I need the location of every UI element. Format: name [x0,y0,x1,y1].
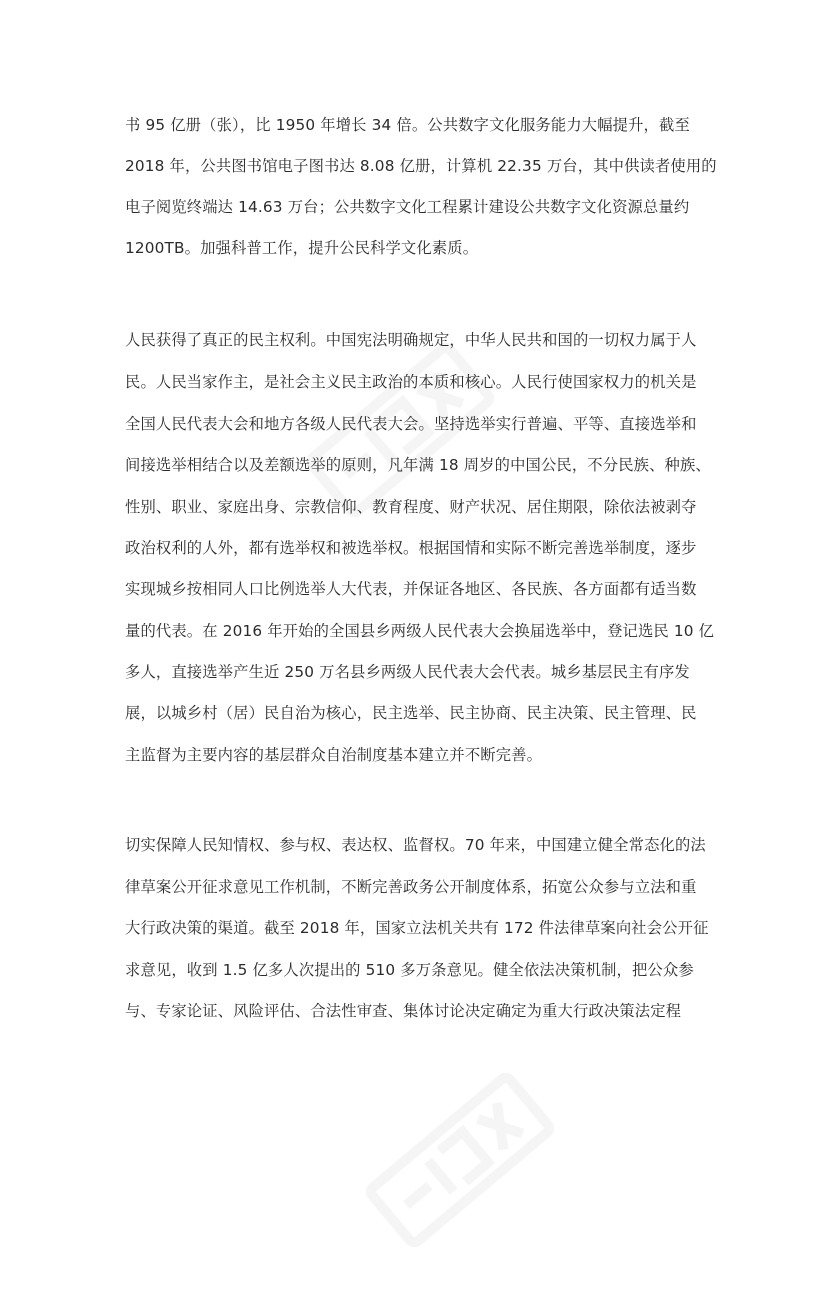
text-line: 2018 年，公共图书馆电子图书达 8.08 亿册，计算机 22.35 万台，其中供读者使用的 [125,157,717,175]
text-line: 全国人民代表大会和地方各级人民代表大会。坚持选举实行普遍、平等、直接选举和 [125,415,697,433]
text-line: 电子阅览终端达 14.63 万台；公共数字文化工程累计建设公共数字文化资源总量约 [125,198,690,216]
text-line: 切实保障人民知情权、参与权、表达权、监督权。70 年来，中国建立健全常态化的法 [125,836,706,854]
text-line: 求意见，收到 1.5 亿多人次提出的 510 多万条意见。健全依法决策机制，把公众参 [125,961,694,979]
text-line: 与、专家论证、风险评估、合法性审查、集体讨论决定确定为重大行政决策法定程 [125,1002,682,1020]
text-line: 主监督为主要内容的基层群众自治制度基本建立并不断完善。 [125,746,543,764]
text-line: 1200TB。加强科普工作，提升公民科学文化素质。 [125,239,479,257]
text-line: 多人，直接选举产生近 250 万名县乡两级人民代表大会代表。城乡基层民主有序发 [125,663,690,681]
text-line: 律草案公开征求意见工作机制，不断完善政务公开制度体系，拓宽公众参与立法和重 [125,878,697,896]
watermark-logo-bottom [330,1030,590,1290]
text-line: 大行政决策的渠道。截至 2018 年，国家立法机关共有 172 件法律草案向社会公开征 [125,919,709,937]
text-line: 书 95 亿册（张），比 1950 年增长 34 倍。公共数字文化服务能力大幅提升，截至 [125,116,690,134]
text-line: 展，以城乡村（居）民自治为核心，民主选举、民主协商、民主决策、民主管理、民 [125,704,697,722]
text-line: 间接选举相结合以及差额选举的原则，凡年满 18 周岁的中国公民，不分民族、种族、 [125,456,711,474]
text-line: 量的代表。在 2016 年开始的全国县乡两级人民代表大会换届选举中，登记选民 10 亿 [125,622,715,640]
text-line: 人民获得了真正的民主权利。中国宪法明确规定，中华人民共和国的一切权力属于人 [125,331,697,349]
text-line: 民。人民当家作主，是社会主义民主政治的本质和核心。人民行使国家权力的机关是 [125,373,697,391]
text-line: 性别、职业、家庭出身、宗教信仰、教育程度、财产状况、居住期限，除依法被剥夺 [125,498,697,516]
text-line: 实现城乡按相同人口比例选举人大代表，并保证各地区、各民族、各方面都有适当数 [125,580,697,598]
text-line: 政治权利的人外，都有选举权和被选举权。根据国情和实际不断完善选举制度，逐步 [125,539,697,557]
